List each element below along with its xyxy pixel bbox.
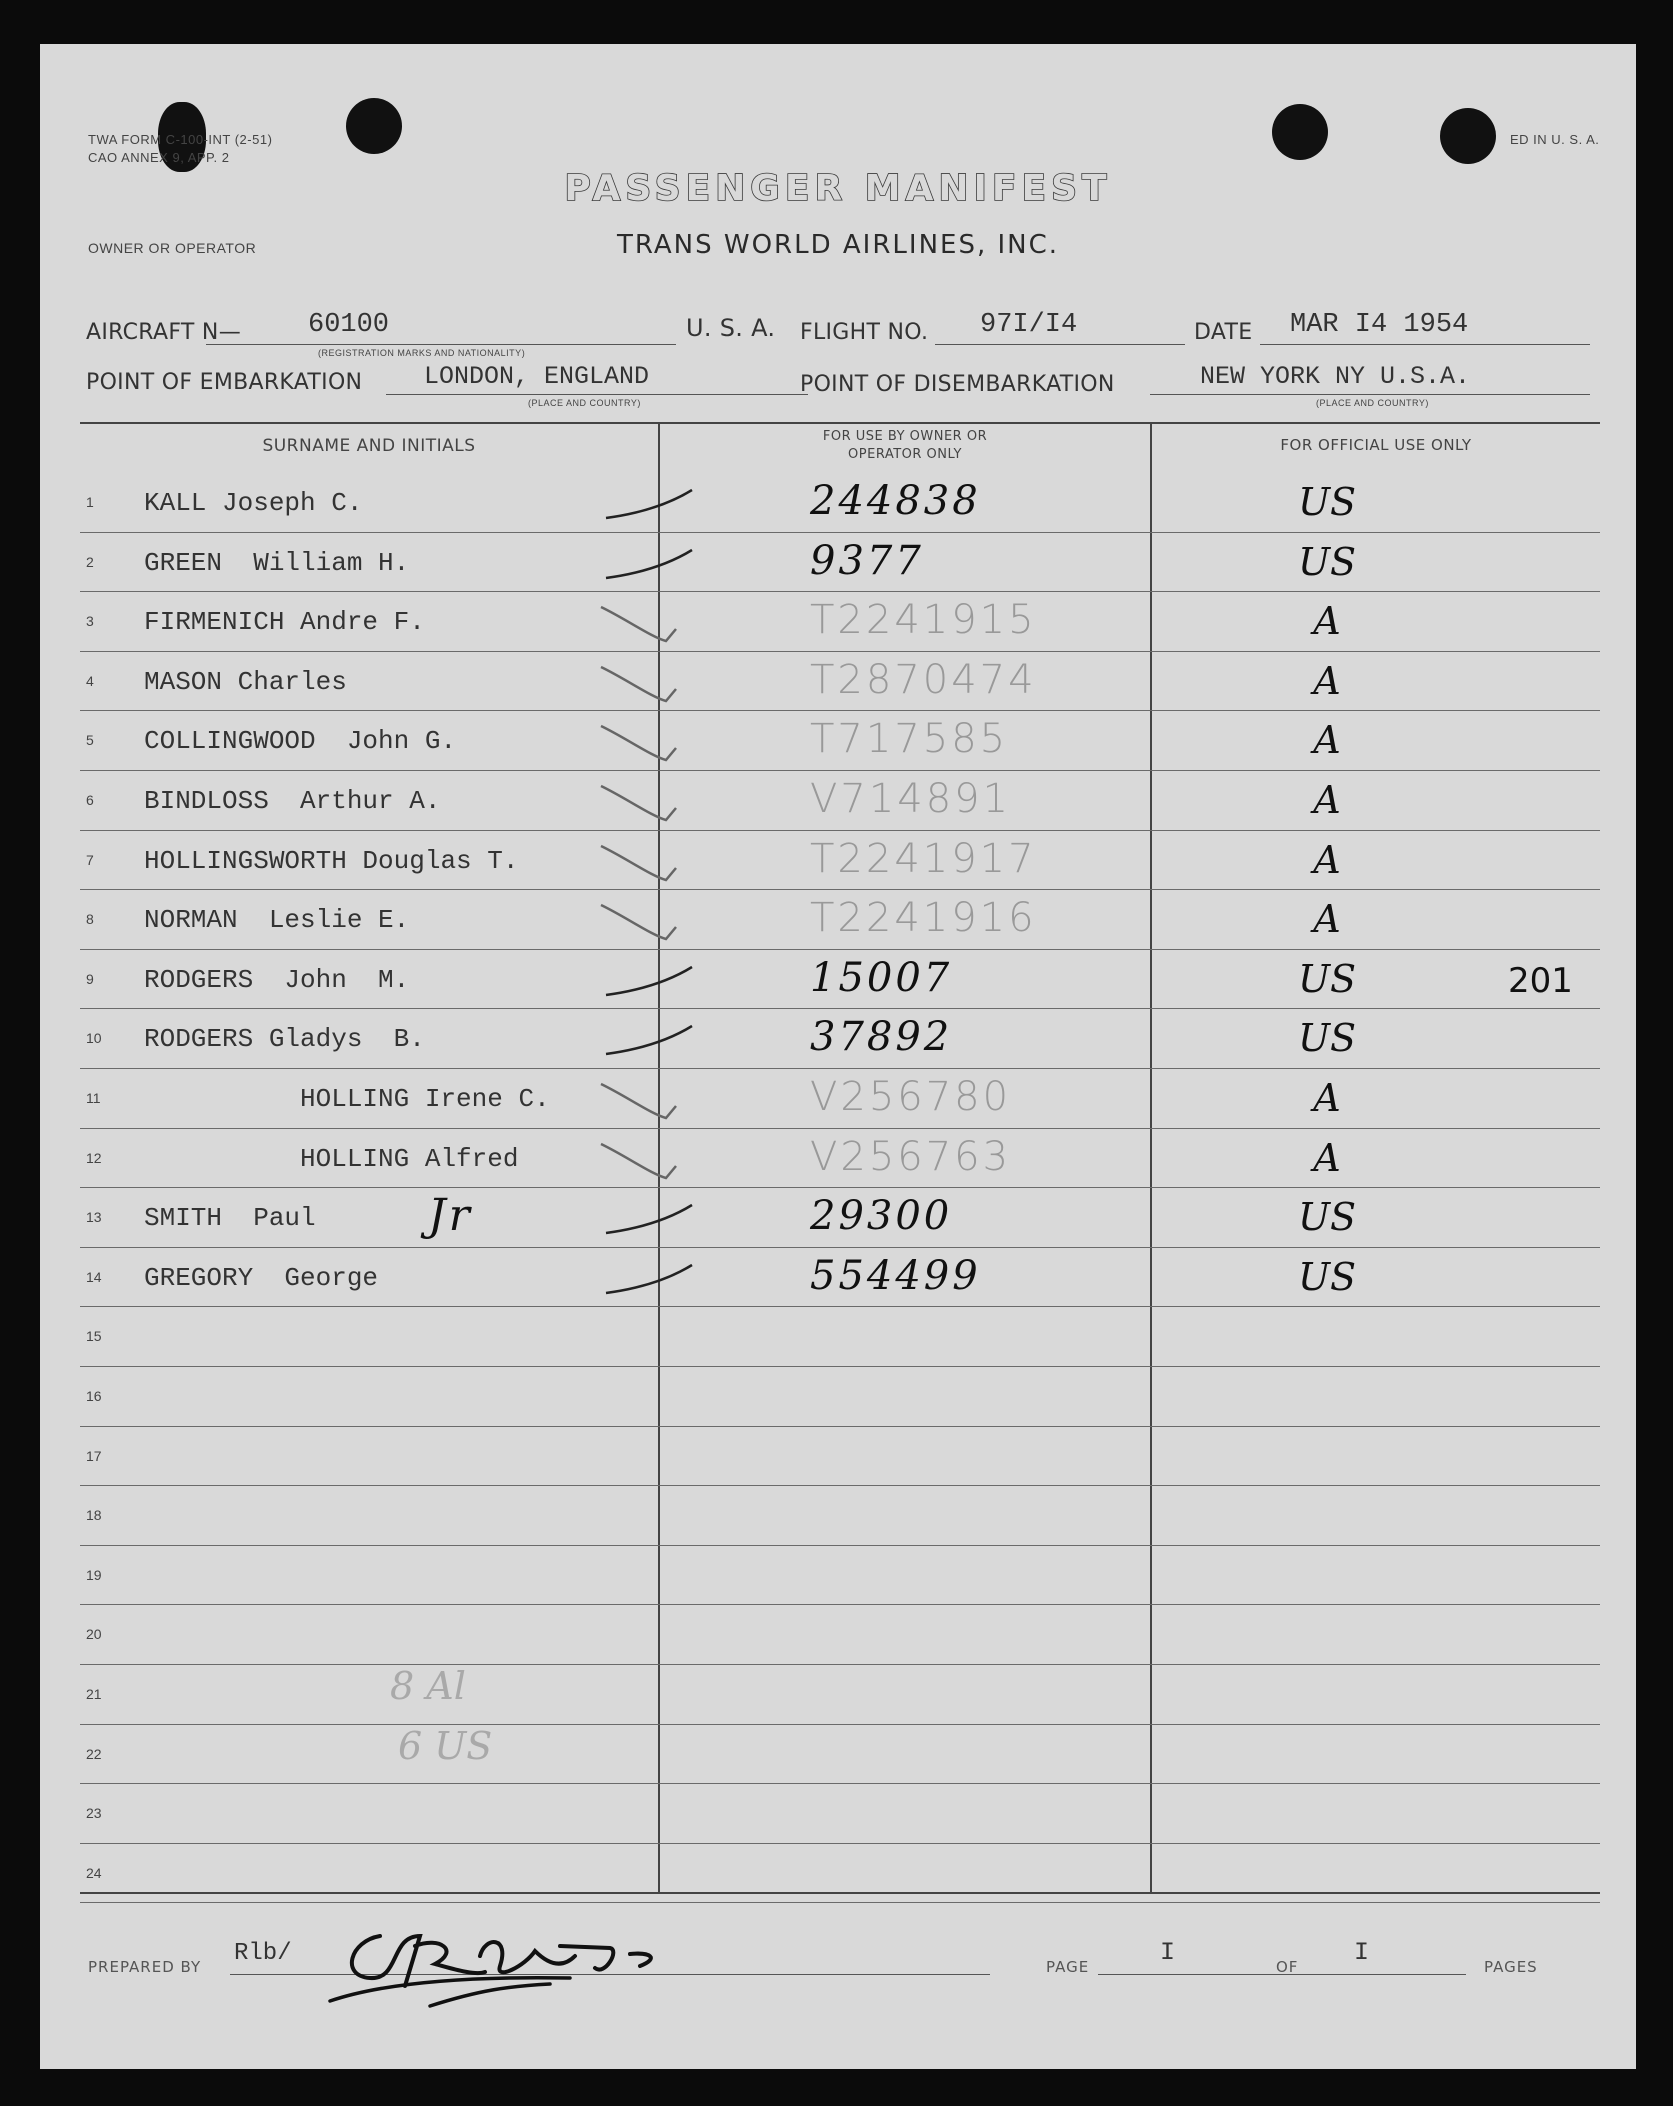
manifest-page [40,44,1636,2069]
aircraft-underline [206,344,676,345]
passenger-name: GREEN William H. [144,547,410,578]
official-mark: A [1313,778,1341,822]
checkmark-icon [596,1255,706,1305]
checkmark-icon [596,778,706,828]
official-mark: A [1313,897,1341,942]
official-extra-note: 201 [1508,960,1573,1001]
checkmark-icon [596,1016,706,1066]
row-rule [80,830,1600,831]
official-mark: US [1297,480,1357,524]
disembarkation-label: POINT OF DISEMBARKATION [800,372,1115,397]
passenger-name: NORMAN Leslie E. [144,905,410,936]
smith-suffix-note: Jr [428,1190,473,1241]
row-rule [80,1783,1600,1784]
checkmark-icon [596,1136,706,1186]
row-number: 19 [86,1566,102,1583]
row-rule [80,651,1600,652]
passenger-name: SMITH Paul [144,1203,316,1234]
summary-note-2: 6 US [398,1724,493,1768]
row-rule [80,949,1600,950]
ticket-number: 9377 [810,537,924,584]
table-top-rule [80,422,1600,424]
date-underline [1260,344,1590,345]
passenger-name: HOLLING Alfred [144,1143,519,1174]
disembarkation-place-note: (PLACE AND COUNTRY) [1316,398,1429,408]
punch-hole-icon [346,98,402,154]
row-number: 3 [86,613,94,630]
row-number: 22 [86,1745,102,1762]
checkmark-icon [596,897,706,947]
form-id: TWA FORM C-100-INT (2-51) [88,132,273,147]
ticket-number: 15007 [810,954,953,1001]
row-number: 16 [86,1388,102,1404]
signature [310,1906,760,2016]
passenger-name: KALL Joseph C. [144,488,363,518]
row-rule [80,1545,1600,1546]
embarkation-point: LONDON, ENGLAND [424,362,650,391]
aircraft-label: AIRCRAFT N— [86,320,241,345]
official-mark: A [1313,658,1341,703]
official-mark: A [1313,837,1341,882]
row-number: 5 [86,732,94,749]
row-number: 4 [86,672,94,689]
passenger-name: HOLLING Irene C. [144,1084,550,1114]
aircraft-registration: 60100 [308,310,390,340]
official-mark: US [1297,1016,1357,1061]
row-number: 20 [86,1626,102,1643]
row-number: 12 [86,1149,102,1166]
row-rule [80,1366,1600,1367]
row-rule [80,710,1600,711]
ticket-number: T2241916 [810,895,1037,942]
passenger-name: GREGORY George [144,1262,379,1293]
disembarkation-point: NEW YORK NY U.S.A. [1200,362,1471,391]
row-rule [80,889,1600,890]
ticket-number: 554499 [810,1252,981,1299]
official-mark: A [1313,1076,1341,1120]
checkmark-icon [596,957,706,1007]
checkmark-icon [596,1076,706,1126]
ticket-number: T2870474 [810,656,1037,703]
row-number: 14 [86,1268,102,1285]
row-number: 17 [86,1447,102,1464]
ticket-number: 29300 [810,1193,953,1240]
row-rule [80,1485,1600,1486]
passenger-name: RODGERS John M. [144,964,410,995]
official-use-column-header: FOR OFFICIAL USE ONLY [1280,436,1472,454]
registration-note: (REGISTRATION MARKS AND NATIONALITY) [318,348,526,358]
form-annex: CAO ANNEX 9, APP. 2 [88,150,230,165]
checkmark-icon [596,659,706,709]
row-number: 21 [86,1686,102,1702]
ticket-number: V256763 [810,1133,1012,1180]
row-number: 1 [86,494,94,510]
row-number: 13 [86,1209,102,1226]
ticket-number: 37892 [810,1014,953,1061]
official-mark: US [1297,1195,1357,1240]
row-number: 11 [86,1090,101,1106]
official-mark: A [1313,1135,1341,1180]
ticket-number: V256780 [810,1074,1012,1120]
owner-use-column-header: FOR USE BY OWNER OR OPERATOR ONLY [822,429,988,462]
printed-note: ED IN U. S. A. [1510,132,1600,147]
page-label: PAGE [1046,1958,1090,1976]
embarkation-place-note: (PLACE AND COUNTRY) [528,398,641,408]
row-rule [80,1008,1600,1009]
row-number: 23 [86,1805,102,1822]
row-rule [80,1664,1600,1665]
prepared-by-initials: Rlb/ [234,1940,292,1967]
nationality: U. S. A. [686,314,776,342]
punch-hole-icon [1440,108,1496,164]
passenger-name: RODGERS Gladys B. [144,1024,425,1055]
official-mark: US [1297,1254,1357,1299]
row-rule [80,1247,1600,1248]
disembarkation-underline [1150,394,1590,395]
flight-label: FLIGHT NO. [800,320,929,345]
punch-hole-icon [1272,104,1328,160]
of-label: OF [1276,1958,1299,1976]
row-rule [80,1604,1600,1605]
document-title: PASSENGER MANIFEST [564,168,1112,209]
pages-label: PAGES [1484,1958,1538,1976]
column-divider-2 [1150,422,1152,1892]
ticket-number: V714891 [810,776,1012,822]
flight-date: MAR I4 1954 [1290,310,1469,340]
embarkation-underline [386,394,808,395]
page-number: I [1160,1938,1176,1967]
surname-column-header: SURNAME AND INITIALS [262,436,476,456]
flight-number: 97I/I4 [980,310,1078,340]
row-number: 18 [86,1507,102,1524]
date-label: DATE [1194,320,1253,345]
checkmark-icon [596,1195,706,1245]
row-rule [80,591,1600,592]
ticket-number: T717585 [810,716,1009,763]
row-number: 9 [86,970,94,987]
ticket-number: 244838 [810,478,981,524]
owner-operator-label: OWNER OR OPERATOR [88,240,257,256]
row-rule [80,1902,1600,1903]
summary-note-1: 8 Al [390,1664,466,1708]
row-rule [80,770,1600,771]
official-mark: A [1313,718,1341,763]
official-mark: US [1297,539,1357,584]
checkmark-icon [596,480,706,530]
official-mark: A [1313,599,1341,644]
flight-underline [935,344,1185,345]
table-bottom-rule [80,1892,1600,1894]
passenger-name: FIRMENICH Andre F. [144,607,425,638]
row-rule [80,1426,1600,1427]
row-number: 6 [86,792,94,808]
row-number: 7 [86,851,94,868]
prepared-by-label: PREPARED BY [88,1958,202,1976]
checkmark-icon [596,599,706,649]
row-rule [80,1068,1600,1069]
passenger-name: BINDLOSS Arthur A. [144,786,441,816]
ticket-number: T2241915 [810,597,1037,644]
row-rule [80,1128,1600,1129]
operator-name: TRANS WORLD AIRLINES, INC. [616,230,1060,260]
official-mark: US [1297,956,1357,1001]
row-rule [80,1843,1600,1844]
passenger-name: COLLINGWOOD John G. [144,726,457,757]
page-total-underline [1306,1974,1466,1975]
embarkation-label: POINT OF EMBARKATION [86,370,363,395]
checkmark-icon [596,540,706,590]
row-rule [80,532,1600,533]
row-number: 2 [86,553,94,570]
page-total: I [1354,1938,1370,1967]
passenger-name: HOLLINGSWORTH Douglas T. [144,845,519,876]
row-rule [80,1187,1600,1188]
ticket-number: T2241917 [810,835,1037,882]
row-rule [80,1306,1600,1307]
checkmark-icon [596,718,706,768]
checkmark-icon [596,838,706,888]
row-rule [80,1724,1600,1725]
row-number: 8 [86,911,94,928]
passenger-name: MASON Charles [144,666,347,697]
row-number: 10 [86,1030,102,1047]
row-number: 15 [86,1328,102,1345]
row-number: 24 [86,1864,102,1881]
